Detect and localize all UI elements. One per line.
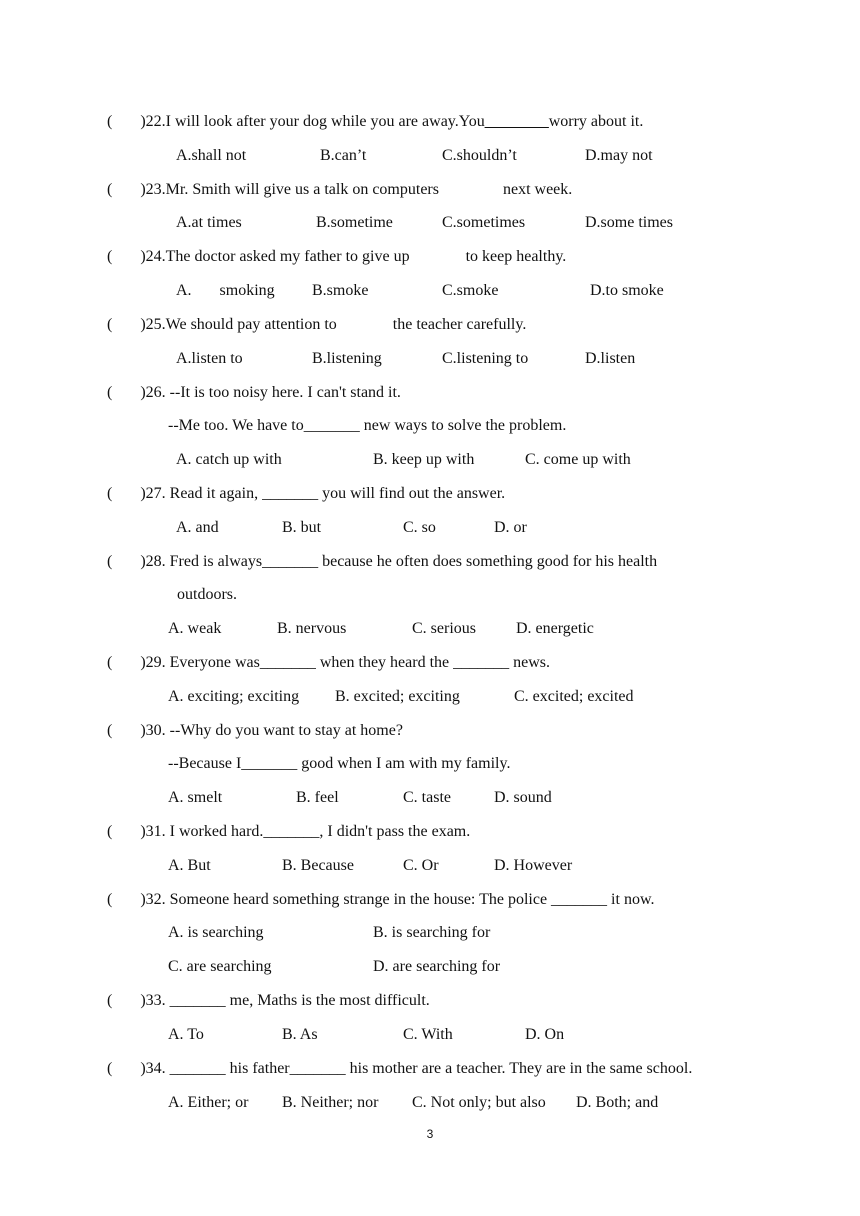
q22-option-d[interactable]: D.may not bbox=[585, 147, 653, 164]
q32-option-c[interactable]: C. are searching bbox=[168, 958, 272, 975]
q31-option-b[interactable]: B. Because bbox=[282, 857, 354, 874]
q23-option-d[interactable]: D.some times bbox=[585, 214, 673, 231]
question-33-stem: ( )33. _______ me, Maths is the most difficult. bbox=[107, 992, 430, 1009]
q22-option-b[interactable]: B.can’t bbox=[320, 147, 367, 164]
q27-option-c[interactable]: C. so bbox=[403, 519, 436, 536]
question-28-stem-line2: outdoors. bbox=[177, 586, 237, 603]
q32-option-b[interactable]: B. is searching for bbox=[373, 924, 491, 941]
q25-option-c[interactable]: C.listening to bbox=[442, 350, 529, 367]
q23-option-a[interactable]: A.at times bbox=[176, 214, 242, 231]
question-25-stem: ( )25.We should pay attention to the teacher carefully. bbox=[107, 316, 527, 333]
q33-option-c[interactable]: C. With bbox=[403, 1026, 453, 1043]
q32-option-a[interactable]: A. is searching bbox=[168, 924, 264, 941]
q30-option-d[interactable]: D. sound bbox=[494, 789, 552, 806]
q25-option-d[interactable]: D.listen bbox=[585, 350, 636, 367]
q31-option-d[interactable]: D. However bbox=[494, 857, 573, 874]
q23-option-c[interactable]: C.sometimes bbox=[442, 214, 526, 231]
question-22-stem: ( )22.I will look after your dog while you are away.You________worry about it. bbox=[107, 113, 644, 130]
q25-option-a[interactable]: A.listen to bbox=[176, 350, 243, 367]
q34-option-d[interactable]: D. Both; and bbox=[576, 1094, 659, 1111]
question-32-stem: ( )32. Someone heard something strange in the house: The police _______ it now. bbox=[107, 891, 655, 908]
q29-option-c[interactable]: C. excited; excited bbox=[514, 688, 634, 705]
q29-option-b[interactable]: B. excited; exciting bbox=[335, 688, 460, 705]
q29-option-a[interactable]: A. exciting; exciting bbox=[168, 688, 300, 705]
question-26-stem: ( )26. --It is too noisy here. I can't stand it. bbox=[107, 384, 401, 401]
q31-option-a[interactable]: A. But bbox=[168, 857, 211, 874]
question-26-stem-line2: --Me too. We have to_______ new ways to solve the problem. bbox=[168, 417, 567, 434]
question-23-stem: ( )23.Mr. Smith will give us a talk on computers next week. bbox=[107, 181, 573, 198]
q32-option-d[interactable]: D. are searching for bbox=[373, 958, 501, 975]
q28-option-d[interactable]: D. energetic bbox=[516, 620, 594, 637]
q26-option-a[interactable]: A. catch up with bbox=[176, 451, 282, 468]
q25-option-b[interactable]: B.listening bbox=[312, 350, 382, 367]
q28-option-c[interactable]: C. serious bbox=[412, 620, 476, 637]
q27-option-d[interactable]: D. or bbox=[494, 519, 527, 536]
question-28-stem: ( )28. Fred is always_______ because he often does something good for his health bbox=[107, 553, 658, 570]
question-27-stem: ( )27. Read it again, _______ you will find out the answer. bbox=[107, 485, 506, 502]
q30-option-a[interactable]: A. smelt bbox=[168, 789, 223, 806]
page-number: 3 bbox=[426, 1127, 434, 1141]
q26-option-c[interactable]: C. come up with bbox=[525, 451, 631, 468]
q27-option-a[interactable]: A. and bbox=[176, 519, 219, 536]
q30-option-c[interactable]: C. taste bbox=[403, 789, 451, 806]
q24-option-c[interactable]: C.smoke bbox=[442, 282, 499, 299]
question-30-stem-line2: --Because I_______ good when I am with my family. bbox=[168, 755, 511, 772]
question-29-stem: ( )29. Everyone was_______ when they heard the _______ news. bbox=[107, 654, 551, 671]
question-34-stem: ( )34. _______ his father_______ his mother are a teacher. They are in the same school. bbox=[107, 1060, 693, 1077]
q31-option-c[interactable]: C. Or bbox=[403, 857, 439, 874]
q27-option-b[interactable]: B. but bbox=[282, 519, 322, 536]
q30-option-b[interactable]: B. feel bbox=[296, 789, 339, 806]
q26-option-b[interactable]: B. keep up with bbox=[373, 451, 475, 468]
q23-option-b[interactable]: B.sometime bbox=[316, 214, 393, 231]
q33-option-a[interactable]: A. To bbox=[168, 1026, 204, 1043]
question-30-stem: ( )30. --Why do you want to stay at home? bbox=[107, 722, 403, 739]
q22-option-a[interactable]: A.shall not bbox=[176, 147, 247, 164]
q34-option-c[interactable]: C. Not only; but also bbox=[412, 1094, 546, 1111]
question-31-stem: ( )31. I worked hard._______, I didn't pass the exam. bbox=[107, 823, 471, 840]
question-24-stem: ( )24.The doctor asked my father to give up to keep healthy. bbox=[107, 248, 567, 265]
q24-option-a[interactable]: A. smoking bbox=[176, 282, 275, 299]
q24-option-d[interactable]: D.to smoke bbox=[590, 282, 664, 299]
q28-option-b[interactable]: B. nervous bbox=[277, 620, 347, 637]
q28-option-a[interactable]: A. weak bbox=[168, 620, 222, 637]
q34-option-b[interactable]: B. Neither; nor bbox=[282, 1094, 379, 1111]
q34-option-a[interactable]: A. Either; or bbox=[168, 1094, 249, 1111]
q33-option-b[interactable]: B. As bbox=[282, 1026, 318, 1043]
q33-option-d[interactable]: D. On bbox=[525, 1026, 565, 1043]
q22-option-c[interactable]: C.shouldn’t bbox=[442, 147, 517, 164]
q24-option-b[interactable]: B.smoke bbox=[312, 282, 369, 299]
